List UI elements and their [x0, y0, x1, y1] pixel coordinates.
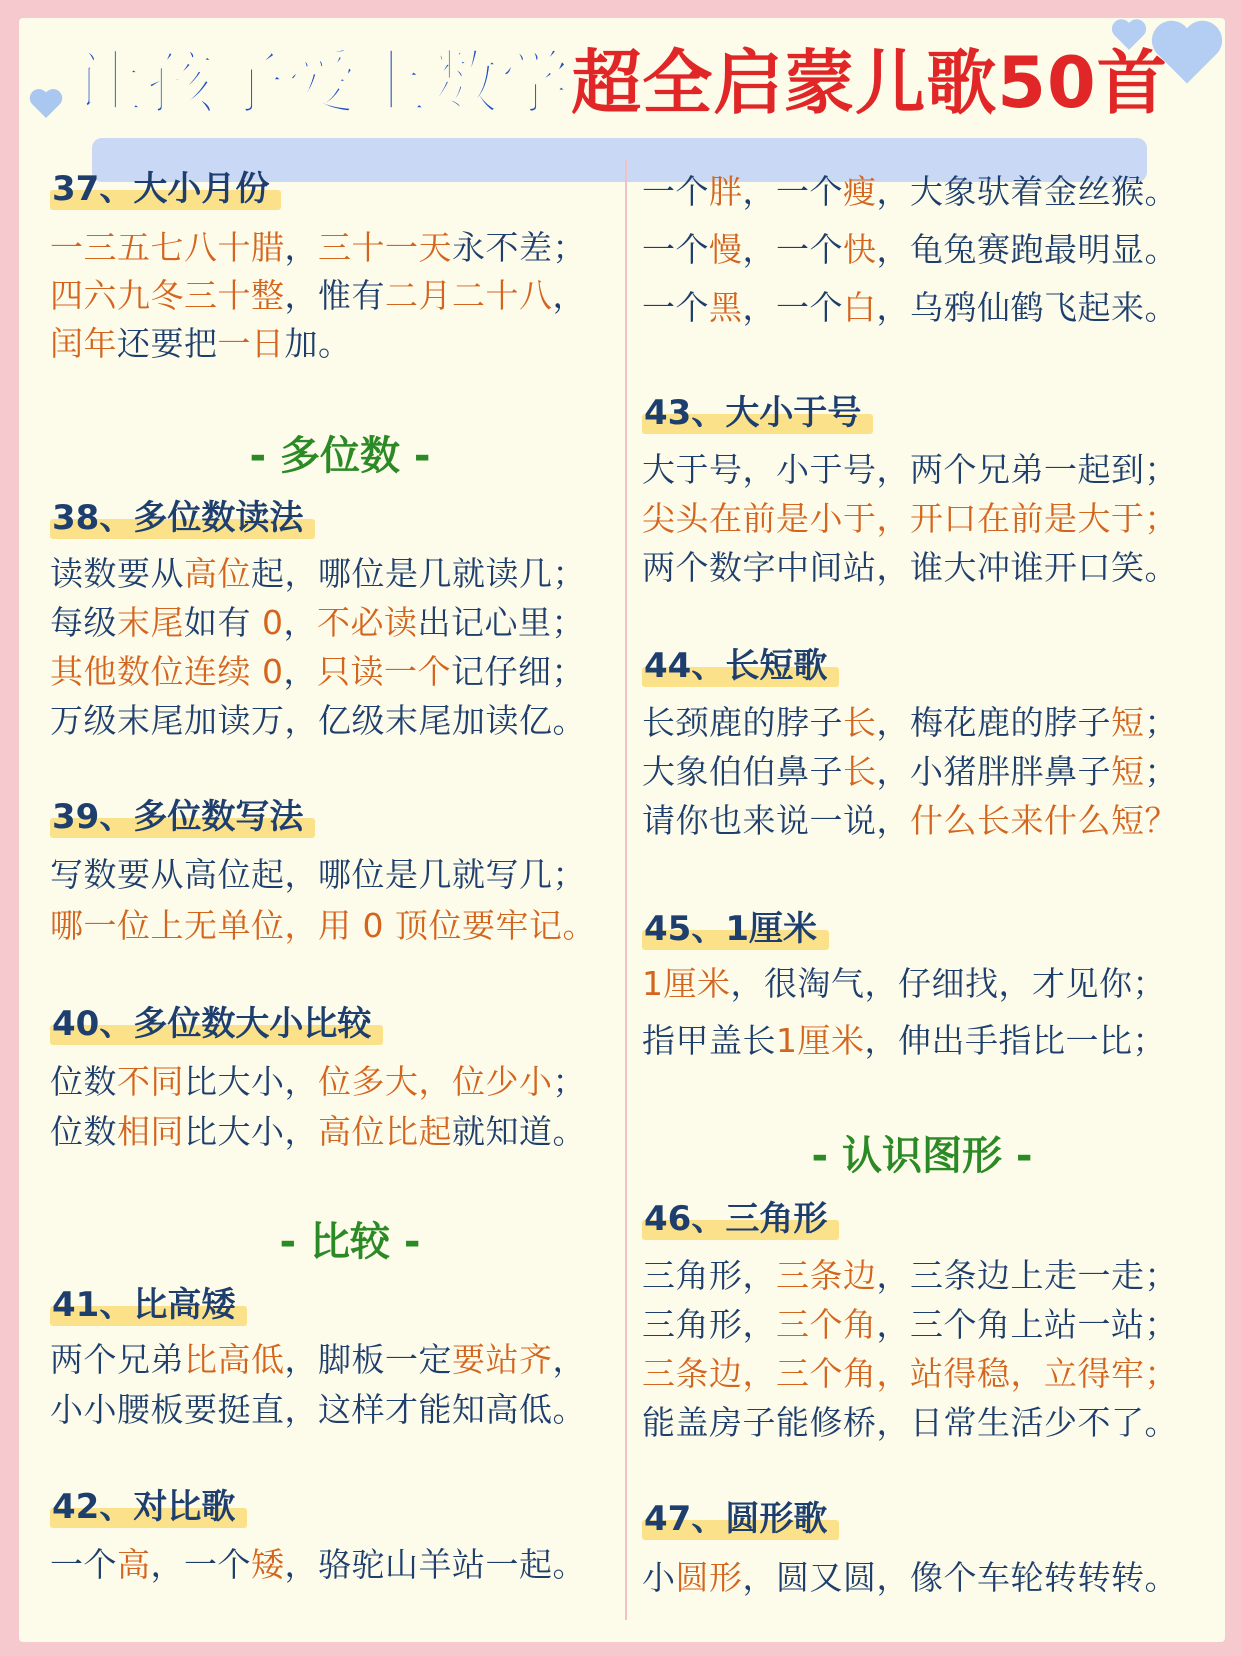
line-text: ，小猪胖胖鼻子 [876, 752, 1111, 791]
line-text: 两个数字中间站，谁大冲谁开口笑。 [642, 548, 1178, 587]
poem-40-line-2 [50, 1109, 586, 1155]
highlighted-text: 短 [1111, 703, 1145, 742]
line-text: ，很淘气，仔细找，才见你； [730, 964, 1166, 1003]
line-text: ， [552, 1340, 586, 1379]
title-part-blue: 让孩子爱上数学 [74, 42, 572, 124]
poem-title-47: 47、圆形歌 [642, 1498, 839, 1540]
poem-title-45: 45、1厘米 [642, 908, 829, 950]
line-text: ，梅花鹿的脖子 [876, 703, 1111, 742]
poem-43-line-1 [642, 447, 1178, 493]
line-text: ，三条边上走一走； [876, 1256, 1178, 1295]
poem-title-40: 40、多位数大小比较 [50, 1003, 383, 1045]
section-heading-shapes: - 认识图形 - [811, 1133, 1033, 1179]
poem-37-line-2 [50, 273, 586, 319]
line-text: 三角形， [642, 1305, 776, 1344]
highlighted-text: 一日 [217, 324, 285, 363]
poem-title-39: 39、多位数写法 [50, 796, 315, 838]
line-text: ，大象驮着金丝猴。 [876, 172, 1178, 211]
line-text: 出记心里； [417, 603, 585, 642]
highlighted-text: 哪一位上无单位，用 0 顶位要牢记。 [50, 906, 596, 945]
line-text: ； [1144, 703, 1178, 742]
line-text: ，骆驼山羊站一起。 [284, 1545, 586, 1584]
poem-title-42: 42、对比歌 [50, 1486, 247, 1528]
poem-46-line-2 [642, 1302, 1178, 1348]
highlighted-text: 1厘米 [776, 1021, 865, 1060]
poem-45-line-2 [642, 1018, 1166, 1064]
line-text: 万级末尾加读万，亿级末尾加读亿。 [50, 701, 586, 740]
highlighted-text: 高 [117, 1545, 151, 1584]
poem-38-line-2 [50, 600, 585, 646]
highlighted-text: 黑 [709, 288, 743, 327]
line-text: 每级 [50, 603, 117, 642]
highlighted-text: 瘦 [843, 172, 877, 211]
line-text: 就知道。 [452, 1112, 586, 1151]
line-text: ， [284, 228, 318, 267]
line-text: 三角形， [642, 1256, 776, 1295]
line-text: 位数 [50, 1112, 117, 1151]
highlighted-text: 不同 [117, 1062, 184, 1101]
highlighted-text: 位多大，位少小 [318, 1062, 553, 1101]
highlighted-text: 圆形 [675, 1558, 743, 1597]
highlighted-text: 二月二十八 [385, 276, 553, 315]
poem-43-line-3 [642, 545, 1178, 591]
line-text: ，一个 [150, 1545, 251, 1584]
poem-43-line-2 [642, 496, 1178, 542]
highlighted-text: 什么长来什么短？ [910, 801, 1178, 840]
line-text: 一个 [642, 230, 709, 269]
line-text: ，伸出手指比一比； [864, 1021, 1166, 1060]
poem-47-line-1 [642, 1555, 1178, 1601]
line-text: ，惟有 [284, 276, 385, 315]
poem-38-line-4 [50, 698, 586, 744]
line-text: ，圆又圆，像个车轮转转转。 [742, 1558, 1178, 1597]
highlighted-text: 慢 [709, 230, 743, 269]
highlighted-text: 1厘米 [642, 964, 731, 1003]
line-text: 一个 [642, 288, 709, 327]
line-text: ，一个 [742, 288, 843, 327]
poem-title-43: 43、大小于号 [642, 392, 873, 434]
highlighted-text: 要站齐 [452, 1340, 553, 1379]
highlighted-text: 四六九冬三十整 [50, 276, 285, 315]
poem-46-line-4 [642, 1400, 1178, 1446]
line-text: 加。 [284, 324, 352, 363]
line-text: 比大小， [184, 1062, 318, 1101]
title-part-red: 超全启蒙儿歌50首 [571, 42, 1168, 124]
poem-45-line-1 [642, 961, 1166, 1007]
highlighted-text: 三条边 [776, 1256, 877, 1295]
poem-title-41: 41、比高矮 [50, 1284, 247, 1326]
line-text: 能盖房子能修桥，日常生活少不了。 [642, 1403, 1178, 1442]
line-text: 读数要从 [50, 554, 184, 593]
line-text: 两个兄弟 [50, 1340, 184, 1379]
highlighted-text: 三个角 [776, 1305, 877, 1344]
poem-46-line-1 [642, 1253, 1178, 1299]
column-divider [625, 160, 627, 1620]
line-text: 比大小， [184, 1112, 318, 1151]
poem-44-line-1 [642, 700, 1178, 746]
line-text: ； [552, 1062, 586, 1101]
highlighted-text: 胖 [709, 172, 743, 211]
poem-41-line-2 [50, 1387, 586, 1433]
poem-38-line-3 [50, 649, 585, 695]
line-text: 如有 [184, 603, 262, 642]
highlighted-text: 快 [843, 230, 877, 269]
line-text: ，一个 [742, 230, 843, 269]
poem-40-line-1 [50, 1059, 586, 1105]
highlighted-text: 短 [1111, 752, 1145, 791]
poem-42-line-4 [642, 285, 1178, 331]
line-text: ； [1144, 752, 1178, 791]
highlighted-text: 三十一天 [318, 228, 452, 267]
highlighted-text: 只读一个 [317, 652, 451, 691]
highlighted-text: 相同 [117, 1112, 184, 1151]
highlighted-text: 高位 [184, 554, 251, 593]
highlighted-text: 闰年 [50, 324, 117, 363]
page-title [0, 42, 1242, 124]
highlighted-text: 不必读 [317, 603, 418, 642]
poem-44-line-3 [642, 798, 1178, 844]
line-text: 小小腰板要挺直，这样才能知高低。 [50, 1390, 586, 1429]
poem-42-line-1 [50, 1542, 586, 1588]
highlighted-text: 长 [843, 752, 877, 791]
line-text: ， [283, 652, 317, 691]
line-text: 请你也来说一说， [642, 801, 910, 840]
highlighted-text: 其他数位连续 0 [50, 652, 284, 691]
poem-title-46: 46、三角形 [642, 1198, 839, 1240]
highlighted-text: 末尾 [117, 603, 184, 642]
poem-44-line-2 [642, 749, 1178, 795]
poem-42-line-2 [642, 169, 1178, 215]
line-text: 还要把 [117, 324, 218, 363]
highlighted-text: 比高低 [184, 1340, 285, 1379]
line-text: ，一个 [742, 172, 843, 211]
poem-title-38: 38、多位数读法 [50, 497, 315, 539]
line-text: ， [283, 603, 317, 642]
poem-37-line-3 [50, 321, 352, 367]
line-text: 大于号，小于号，两个兄弟一起到； [642, 450, 1178, 489]
poem-41-line-1 [50, 1337, 586, 1383]
line-text: 起，哪位是几就读几； [251, 554, 586, 593]
poem-42-line-3 [642, 227, 1178, 273]
line-text: 位数 [50, 1062, 117, 1101]
line-text: 小 [642, 1558, 676, 1597]
poem-37-line-1 [50, 225, 586, 271]
line-text: ，龟兔赛跑最明显。 [876, 230, 1178, 269]
line-text: ，三个角上站一站； [876, 1305, 1178, 1344]
highlighted-text: 尖头在前是小于，开口在前是大于； [642, 499, 1178, 538]
poem-39-line-1 [50, 852, 586, 898]
line-text: 写数要从高位起，哪位是几就写几； [50, 855, 586, 894]
highlighted-text: 高位比起 [318, 1112, 452, 1151]
line-text: 大象伯伯鼻子 [642, 752, 843, 791]
line-text: ， [552, 276, 586, 315]
line-text: 永不差； [452, 228, 586, 267]
highlighted-text: 一三五七八十腊 [50, 228, 285, 267]
section-heading-multi-digit: - 多位数 - [249, 433, 431, 479]
line-text: 记仔细； [451, 652, 585, 691]
highlighted-text: 长 [843, 703, 877, 742]
poem-title-37: 37、大小月份 [50, 168, 281, 210]
poem-title-44: 44、长短歌 [642, 645, 839, 687]
highlighted-text: 0 [262, 603, 284, 642]
line-text: 指甲盖长 [642, 1021, 776, 1060]
highlighted-text: 矮 [251, 1545, 285, 1584]
highlighted-text: 白 [843, 288, 877, 327]
poem-38-line-1 [50, 551, 586, 597]
poem-39-line-2 [50, 903, 596, 949]
line-text: ，乌鸦仙鹤飞起来。 [876, 288, 1178, 327]
line-text: 一个 [642, 172, 709, 211]
line-text: 长颈鹿的脖子 [642, 703, 843, 742]
highlighted-text: 三条边，三个角，站得稳，立得牢； [642, 1354, 1178, 1393]
section-heading-compare: - 比较 - [279, 1219, 421, 1265]
line-text: 一个 [50, 1545, 117, 1584]
poem-46-line-3 [642, 1351, 1178, 1397]
line-text: ，脚板一定 [284, 1340, 452, 1379]
